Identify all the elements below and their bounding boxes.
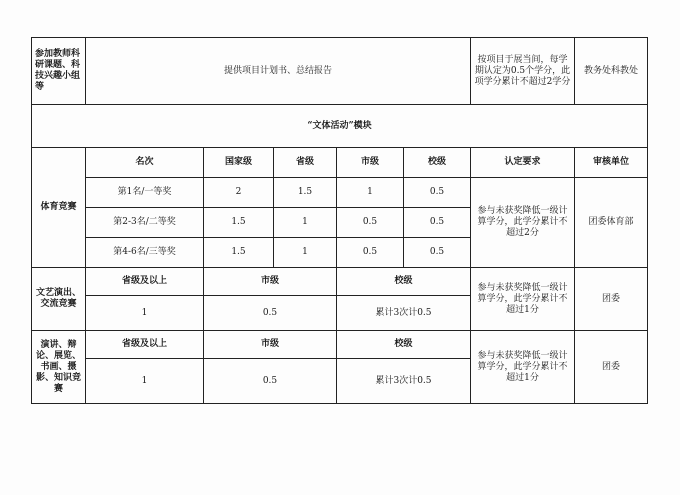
provincial-cell: 1.5 (274, 178, 337, 208)
rank-cell: 第4-6名/三等奖 (86, 238, 204, 268)
speech-requirement: 参与未获奖降低一级计算学分，此学分累计不超过1分 (471, 331, 575, 404)
section-title: “文体活动”模块 (32, 105, 648, 148)
arts-header-school: 校级 (337, 268, 471, 296)
school-cell: 0.5 (404, 208, 471, 238)
speech-header-school: 校级 (337, 331, 471, 359)
research-category: 参加教师科研课题、科技兴趣小组等 (32, 38, 86, 105)
research-content: 提供项目计划书、总结报告 (86, 38, 471, 105)
speech-category: 演讲、辩论、展览、书画、摄影、知识竞赛 (32, 331, 86, 404)
arts-category: 文艺演出、交流竞赛 (32, 268, 86, 331)
speech-header-city: 市级 (204, 331, 337, 359)
table-row (32, 178, 648, 208)
speech-value-school: 累计3次计0.5 (337, 359, 471, 404)
provincial-cell: 1 (274, 238, 337, 268)
city-cell: 0.5 (337, 208, 404, 238)
sports-requirement: 参与未获奖降低一级计算学分，此学分累计不超过2分 (471, 178, 575, 268)
sports-category: 体育竞赛 (32, 148, 86, 268)
research-unit: 教务处科教处 (575, 38, 648, 105)
arts-header-provincial-up: 省级及以上 (86, 268, 204, 296)
speech-value-city: 0.5 (204, 359, 337, 404)
header-national: 国家级 (204, 148, 274, 178)
section-title-row (32, 105, 648, 148)
research-row (32, 38, 648, 105)
national-cell: 1.5 (204, 238, 274, 268)
header-school: 校级 (404, 148, 471, 178)
header-city: 市级 (337, 148, 404, 178)
arts-header-row (32, 268, 648, 296)
speech-unit: 团委 (575, 331, 648, 404)
rank-cell: 第2-3名/二等奖 (86, 208, 204, 238)
sports-unit: 团委体育部 (575, 178, 648, 268)
arts-value-city: 0.5 (204, 296, 337, 331)
arts-value-provincial-up: 1 (86, 296, 204, 331)
arts-unit: 团委 (575, 268, 648, 331)
research-requirement: 按项目于展当间，每学期认定为0.5个学分，此项学分累计不超过2学分 (471, 38, 575, 105)
header-rank: 名次 (86, 148, 204, 178)
provincial-cell: 1 (274, 208, 337, 238)
school-cell: 0.5 (404, 178, 471, 208)
arts-header-city: 市级 (204, 268, 337, 296)
school-cell: 0.5 (404, 238, 471, 268)
speech-header-provincial-up: 省级及以上 (86, 331, 204, 359)
city-cell: 1 (337, 178, 404, 208)
speech-header-row (32, 331, 648, 359)
arts-requirement: 参与未获奖降低一级计算学分，此学分累计不超过1分 (471, 268, 575, 331)
speech-value-provincial-up: 1 (86, 359, 204, 404)
national-cell: 2 (204, 178, 274, 208)
sports-header-row (32, 148, 648, 178)
header-unit: 审核单位 (575, 148, 648, 178)
national-cell: 1.5 (204, 208, 274, 238)
header-provincial: 省级 (274, 148, 337, 178)
header-requirement: 认定要求 (471, 148, 575, 178)
rank-cell: 第1名/一等奖 (86, 178, 204, 208)
city-cell: 0.5 (337, 238, 404, 268)
arts-value-school: 累计3次计0.5 (337, 296, 471, 331)
credit-table (31, 37, 648, 404)
